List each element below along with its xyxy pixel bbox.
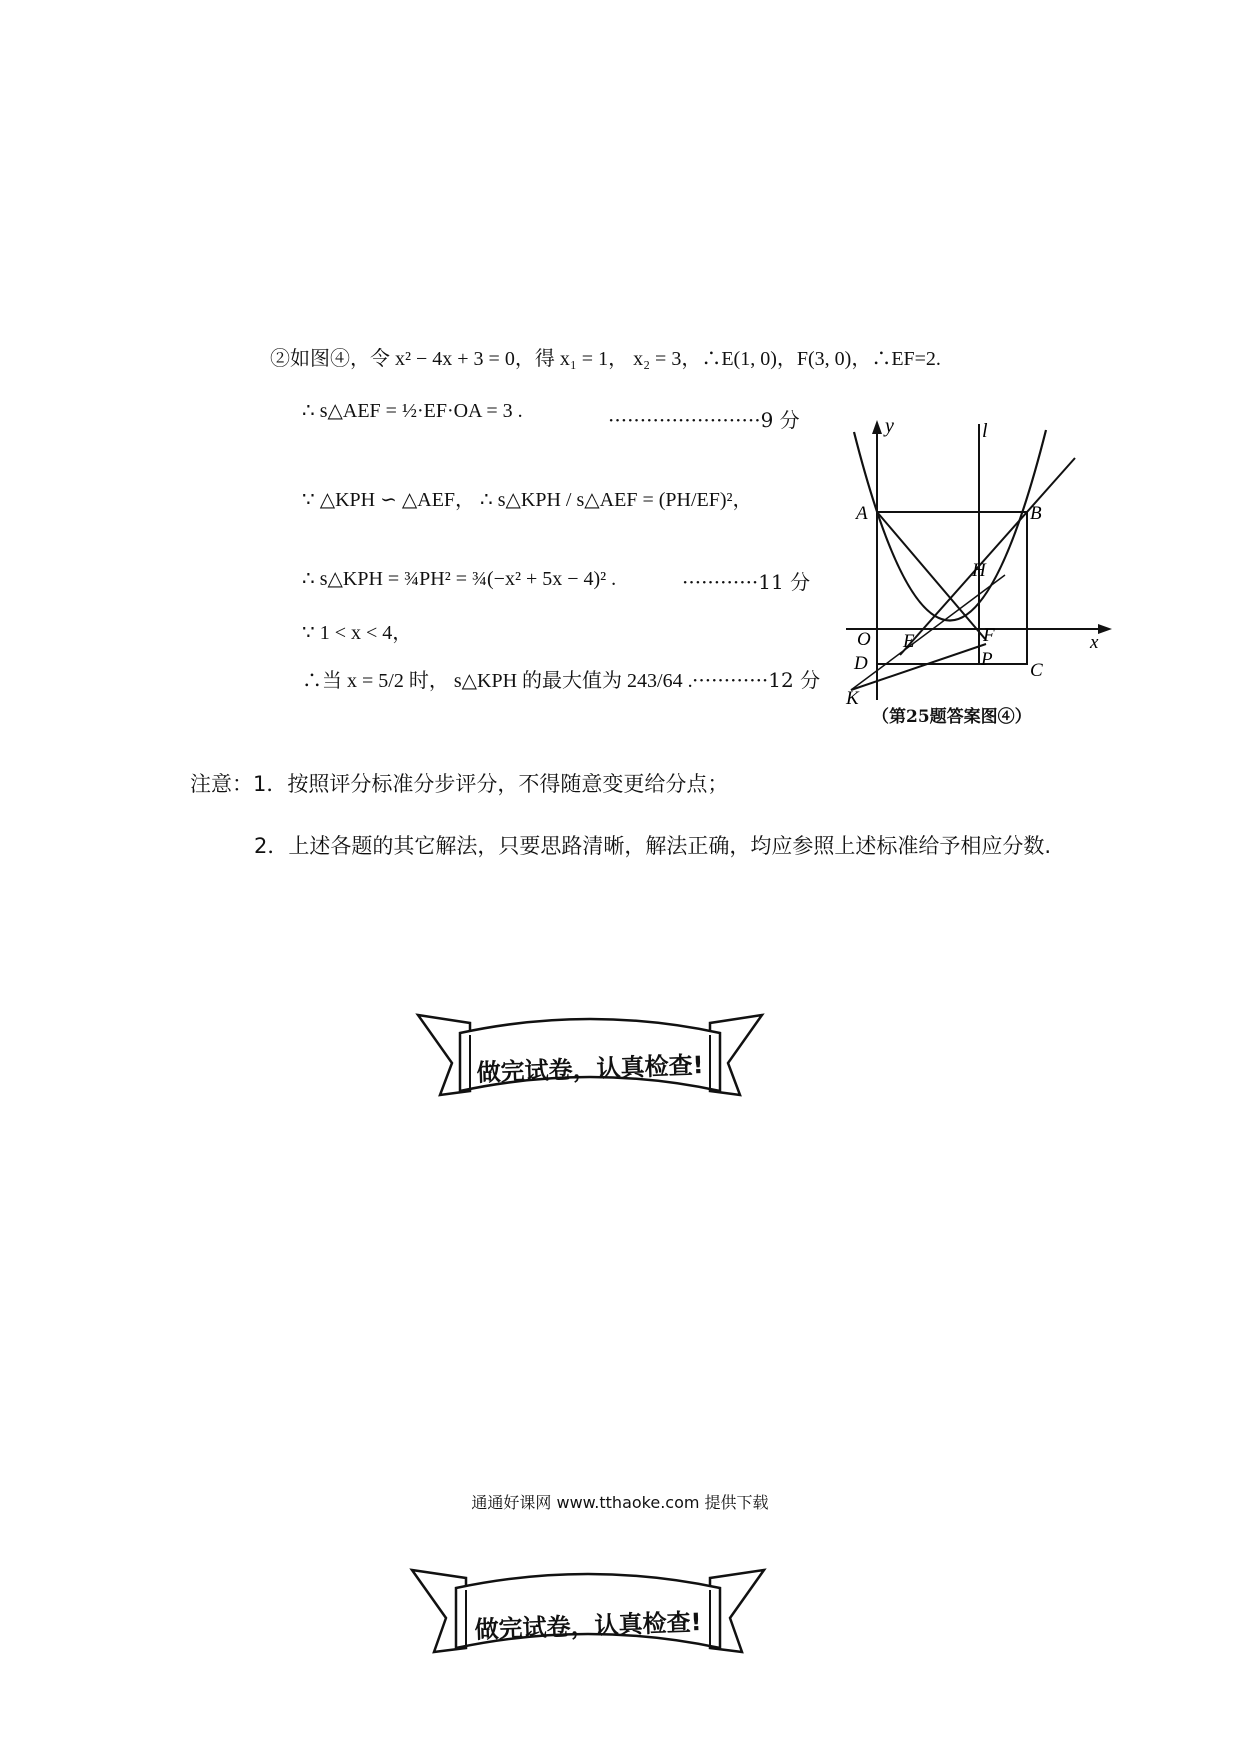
geometry-figure <box>836 410 1126 732</box>
rectangle-abcd <box>877 512 1027 664</box>
label-e: E <box>903 631 915 652</box>
label-o: O <box>857 629 871 650</box>
solution-line-1 <box>270 342 941 371</box>
solution-line-5 <box>302 616 412 645</box>
solution-line-4 <box>302 566 616 591</box>
label-l: l <box>982 420 988 442</box>
label-f: F <box>983 625 995 646</box>
label-y: y <box>885 415 894 437</box>
solution-line-2-text: ∴ s△AEF = ½·EF·OA = 3 . <box>302 400 523 422</box>
label-c: C <box>1030 660 1043 681</box>
solution-line-2 <box>302 398 523 423</box>
label-x: x <box>1090 632 1099 653</box>
solution-line-4-text: ∴ s△KPH = ¾PH² = ¾(−x² + 5x − 4)² . <box>302 568 617 590</box>
solution-line-3-text: ∵ △KPH ∽ △AEF， ∴ s△KPH / s△AEF = (PH/EF)²， <box>302 489 753 511</box>
solution-line-6 <box>302 664 693 693</box>
score-9: ························9 分 <box>608 408 800 432</box>
y-axis-arrow-icon <box>872 420 882 434</box>
segment-kh <box>851 575 1005 690</box>
footer-text: 通通好课网 www.tthaoke.com 提供下载 <box>471 1493 769 1512</box>
banner-text-1: 做完试卷，认真检查! <box>476 1051 704 1087</box>
x-axis-arrow-icon <box>1098 624 1112 634</box>
solution-line-6-text: ∴当 x = 5/2 时， s△KPH 的最大值为 243/64 . <box>302 670 693 692</box>
label-h: H <box>972 560 986 581</box>
label-p: P <box>981 649 993 670</box>
label-d: D <box>854 653 868 674</box>
label-a: A <box>856 503 868 524</box>
score-12: ············12 分 <box>692 668 821 692</box>
banner-text-2: 做完试卷，认真检查! <box>474 1608 702 1644</box>
solution-line-5-text: ∵ 1 < x < 4， <box>302 622 413 644</box>
check-banner-2 <box>404 1560 772 1672</box>
figure-caption: （第25题答案图④） <box>872 707 1032 727</box>
score-11: ············11 分 <box>682 570 811 594</box>
label-b: B <box>1030 503 1042 524</box>
solution-line-1-text: ②如图④，令 x² − 4x + 3 = 0，得 x₁ = 1， x₂ = 3，∴E(1, 0)，F(3, 0)，∴EF=2. <box>270 348 941 370</box>
note-2: 2．上述各题的其它解法，只要思路清晰，解法正确，均应参照上述标准给予相应分数. <box>254 834 1052 858</box>
segment-kp <box>851 644 986 690</box>
check-banner-1 <box>410 1005 770 1115</box>
solution-line-3 <box>302 483 753 512</box>
parabola <box>854 430 1046 621</box>
note-1: 注意：1．按照评分标准分步评分，不得随意变更给分点； <box>190 772 729 796</box>
label-k: K <box>846 688 859 709</box>
